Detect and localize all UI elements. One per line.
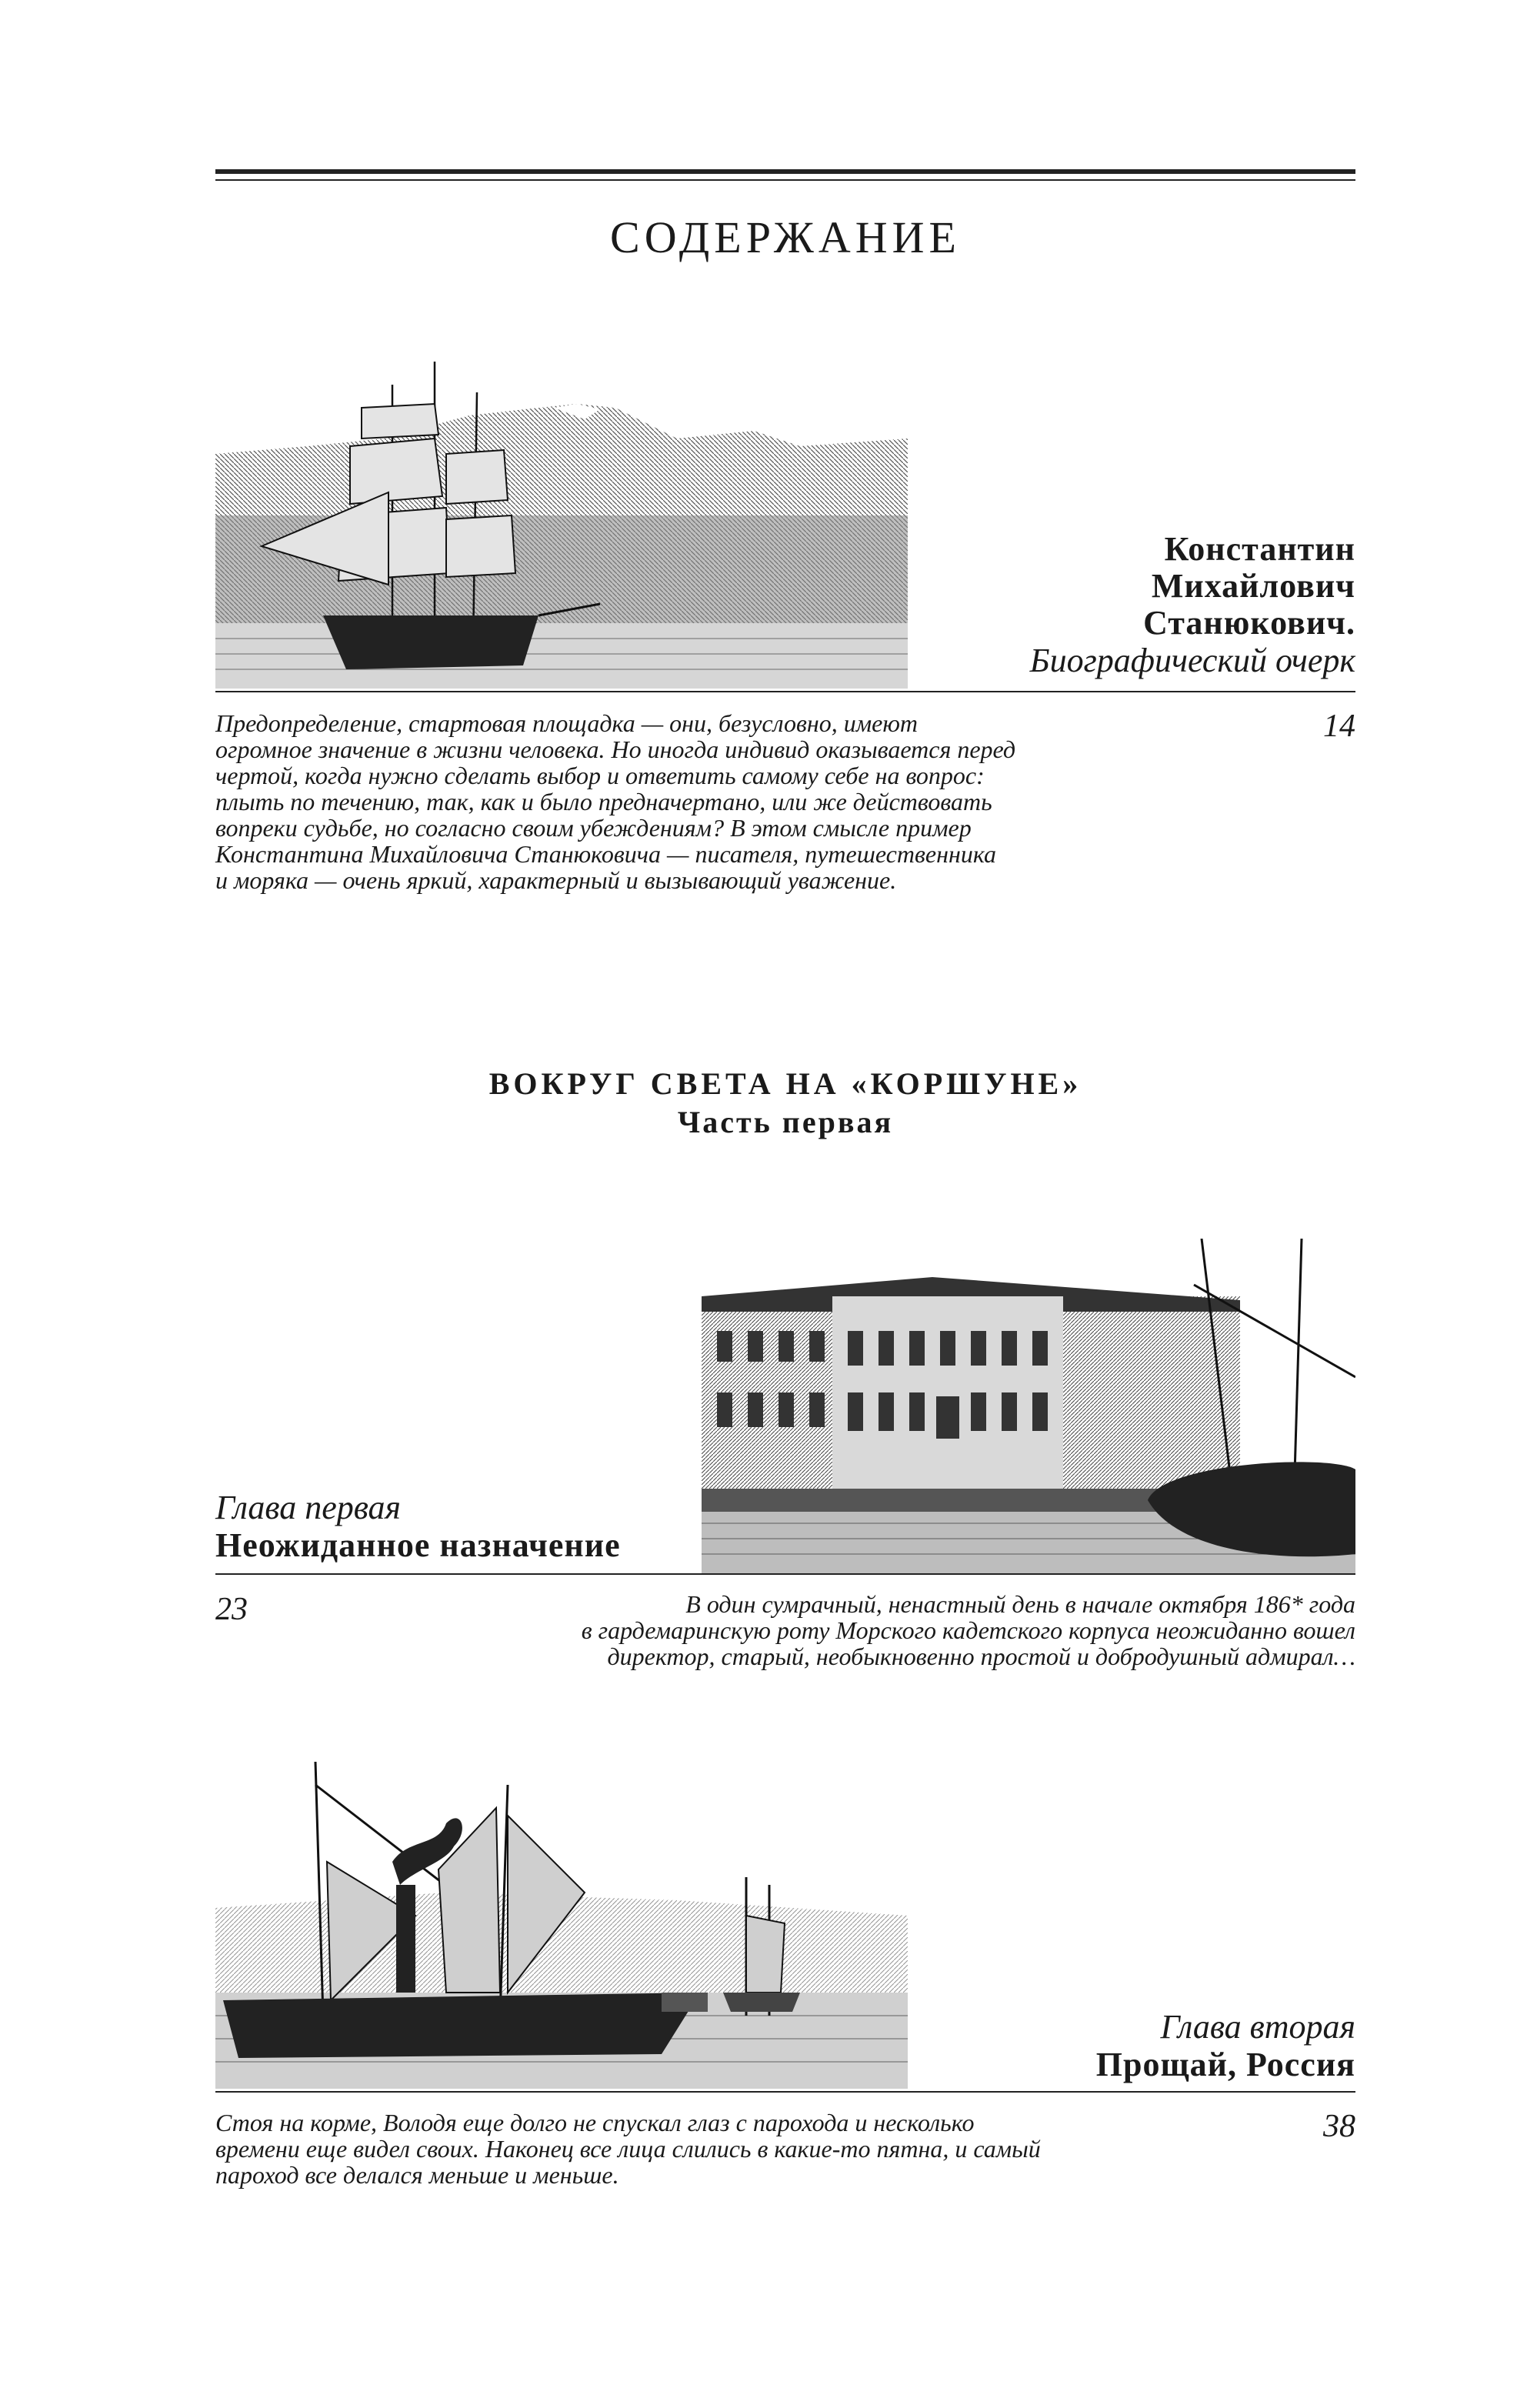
entry-1-subtitle: Биографический очерк	[1029, 642, 1355, 679]
entry-2-chapter-title: Неожиданное назначение	[215, 1526, 621, 1564]
entry-1-description-line: Константина Михайловича Станюковича — писателя, путешественника	[215, 840, 996, 868]
entry-1-description-line: чертой, когда нужно сделать выбор и ответить самому себе на вопрос:	[215, 762, 985, 789]
entry-2-rule	[215, 1573, 1355, 1575]
entry-1-rule	[215, 691, 1355, 692]
entry-2-page-number: 23	[215, 1592, 248, 1627]
entry-1-title-line-3: Станюкович.	[1143, 604, 1355, 642]
entry-1-description-line: и моряка — очень яркий, характерный и вызывающий уважение.	[215, 866, 897, 894]
entry-2-description-line: в гардемаринскую роту Морского кадетского корпуса неожиданно вошел	[581, 1616, 1355, 1644]
header-rule-thick	[215, 169, 1355, 174]
entry-1-title-line-1: Константин	[1164, 530, 1355, 568]
entry-3-chapter: Глава вторая	[1160, 2008, 1355, 2046]
entry-3-description-line: пароход все делался меньше и меньше.	[215, 2161, 619, 2189]
header-rule-thin	[215, 179, 1355, 181]
entry-3-description	[215, 2110, 1246, 2188]
entry-1-description-line: огромное значение в жизни человека. Но иногда индивид оказывается перед	[215, 735, 1016, 763]
entry-1-description-line: Предопределение, стартовая площадка — они, безусловно, имеют	[215, 709, 918, 737]
entry-1-description-line: плыть по течению, так, как и было предначертано, или же действовать	[215, 788, 992, 815]
entry-3-chapter-title: Прощай, Россия	[1095, 2046, 1355, 2083]
entry-3-title	[923, 2008, 1355, 2083]
entry-1-title-line-2: Михайлович	[1151, 567, 1355, 605]
steamship-engraving-icon	[215, 1762, 908, 2089]
entry-2-chapter: Глава первая	[215, 1489, 401, 1526]
sailing-ship-engraving-icon	[215, 362, 908, 689]
page-title: СОДЕРЖАНИЕ	[610, 212, 961, 262]
entry-1-page-number: 14	[1323, 709, 1355, 744]
entry-2-description	[431, 1591, 1355, 1669]
entry-2-title	[215, 1489, 708, 1564]
entry-3-rule	[215, 2091, 1355, 2093]
entry-1-description	[215, 710, 1215, 893]
entry-3-description-line: Стоя на корме, Володя еще долго не спускал глаз с парохода и несколько	[215, 2109, 975, 2136]
section-subtitle: Часть первая	[677, 1105, 894, 1139]
entry-2-description-line: В один сумрачный, ненастный день в начале октября 186* года	[685, 1590, 1355, 1618]
entry-1-description-line: вопреки судьбе, но согласно своим убеждениям? В этом смысле пример	[215, 814, 972, 842]
entry-1-title	[846, 531, 1355, 680]
section-title: ВОКРУГ СВЕТА НА «КОРШУНЕ»	[488, 1066, 1082, 1101]
entry-3-description-line: времени еще видел своих. Наконец все лица слились в какие-то пятна, и самый	[215, 2135, 1041, 2163]
entry-3-page-number: 38	[1323, 2109, 1355, 2144]
entry-2-description-line: директор, старый, необыкновенно простой и добродушный адмирал…	[607, 1643, 1355, 1670]
naval-academy-building-icon	[702, 1239, 1355, 1573]
